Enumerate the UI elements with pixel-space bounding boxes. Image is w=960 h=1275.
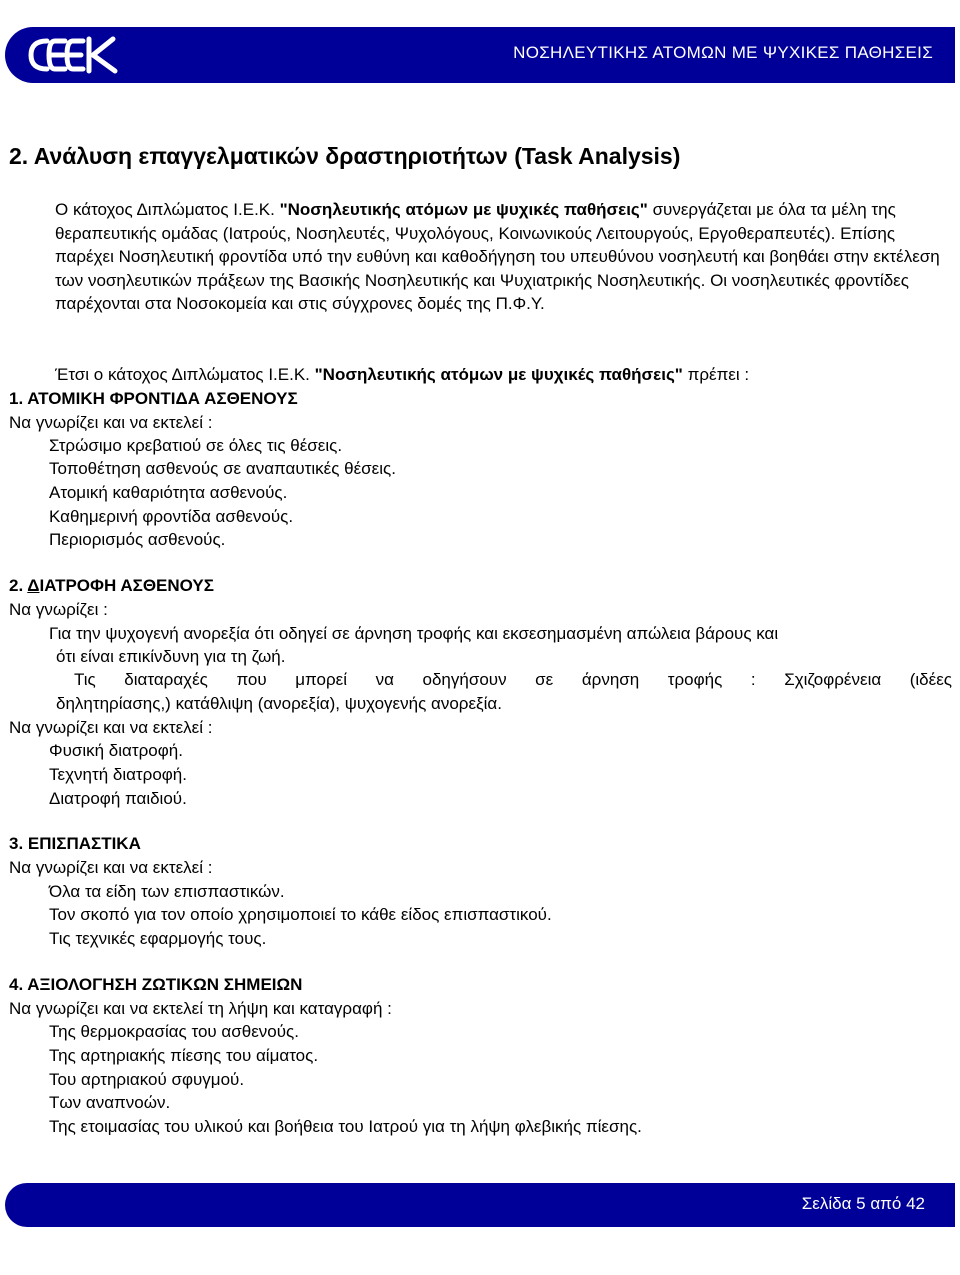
page-number: Σελίδα 5 από 42	[801, 1194, 925, 1213]
list-item: Όλα τα είδη των επισπαστικών.	[49, 882, 285, 901]
s2-text1-line2: ότι είναι επικίνδυνη για τη ζωή.	[56, 647, 286, 666]
list-item: Φυσική διατροφή.	[49, 741, 183, 760]
list-item: Τοποθέτηση ασθενούς σε αναπαυτικές θέσεις.	[49, 459, 396, 478]
ceek-logo	[25, 33, 125, 77]
s3-title: 3. ΕΠΙΣΠΑΣΤΙΚΑ	[9, 834, 141, 853]
document-header-title: ΝΟΣΗΛΕΥΤΙΚΗΣ ΑΤΟΜΩΝ ΜΕ ΨΥΧΙΚΕΣ ΠΑΘΗΣΕΙΣ	[513, 43, 933, 62]
list-item: Της θερμοκρασίας του ασθενούς.	[49, 1022, 299, 1041]
intro-paragraph: Ο κάτοχος Διπλώματος Ι.Ε.Κ. "Νοσηλευτικής ατόμων με ψυχικές παθήσεις" συνεργάζεται με όλα τα μέλη της θεραπευτικής ομάδας (Ιατρούς, Νοσηλευτές, Ψυχολόγους, Κοινωνικούς Λειτουργούς, Εργοθεραπευτές). Επίσης παρέχει Νοσηλευτική φροντίδα υπό την ευθύνη και καθοδήγηση του υπευθύνου νοσηλευτή και βοηθάει στην εκτέλεση των νοσηλευτικών πράξεων της Βασικής Νοσηλευτικής και Ψυχιατρικής Νοσηλευτικής. Οι νοσηλευτικές φροντίδες παρέχονται στα Νοσοκομεία και στις σύγχρονες δομές της Π.Φ.Υ.	[55, 200, 940, 313]
s2-lead2: Να γνωρίζει και να εκτελεί :	[9, 718, 213, 737]
s2-lead: Να γνωρίζει :	[9, 600, 108, 619]
list-item: Τον σκοπό για τον οποίο χρησιμοποιεί το κάθε είδος επισπαστικού.	[49, 905, 552, 924]
s1-title: 1. ΑΤΟΜΙΚΗ ΦΡΟΝΤΙΔΑ ΑΣΘΕΝΟΥΣ	[9, 389, 298, 408]
list-item: Του αρτηριακού σφυγμού.	[49, 1070, 245, 1089]
s2-text2-line2: δηλητηρίασης,) κατάθλιψη (ανορεξία), ψυχογενής ανορεξία.	[56, 694, 502, 713]
list-item: Καθημερινή φροντίδα ασθενούς.	[49, 507, 294, 526]
list-item: Τις τεχνικές εφαρμογής τους.	[49, 929, 267, 948]
list-item: Τεχνητή διατροφή.	[49, 765, 187, 784]
s1-lead: Να γνωρίζει και να εκτελεί :	[9, 413, 213, 432]
s2-title: 2. ΔΙΑΤΡΟΦΗ ΑΣΘΕΝΟΥΣ	[9, 576, 214, 595]
list-item: Στρώσιμο κρεβατιού σε όλες τις θέσεις.	[49, 436, 343, 455]
list-item: Διατροφή παιδιού.	[49, 789, 187, 808]
s4-lead: Να γνωρίζει και να εκτελεί τη λήψη και καταγραφή :	[9, 999, 392, 1018]
list-item: Ατομική καθαριότητα ασθενούς.	[49, 483, 288, 502]
s2-text2-line1: Τις διαταραχές που μπορεί να οδηγήσουν σε άρνηση τροφής : Σχιζοφρένεια (ιδέες	[74, 670, 952, 689]
s3-lead: Να γνωρίζει και να εκτελεί :	[9, 858, 213, 877]
s4-title: 4. ΑΞΙΟΛΟΓΗΣΗ ΖΩΤΙΚΩΝ ΣΗΜΕΙΩΝ	[9, 975, 303, 994]
header-bar	[5, 27, 955, 83]
requirement-line: Έτσι ο κάτοχος Διπλώματος Ι.Ε.Κ. "Νοσηλευτικής ατόμων με ψυχικές παθήσεις" πρέπει :	[55, 365, 750, 384]
section-title: 2. Ανάλυση επαγγελματικών δραστηριοτήτων (Task Analysis)	[9, 143, 681, 169]
list-item: Περιορισμός ασθενούς.	[49, 530, 226, 549]
footer-bar	[5, 1183, 955, 1227]
list-item: Των αναπνοών.	[49, 1093, 171, 1112]
s2-text1-line1: Για την ψυχογενή ανορεξία ότι οδηγεί σε άρνηση τροφής και εκσεσημασμένη απώλεια βάρους και	[49, 624, 779, 643]
list-item: Της ετοιμασίας του υλικού και βοήθεια του Ιατρού για τη λήψη φλεβικής πίεσης.	[49, 1117, 642, 1136]
list-item: Της αρτηριακής πίεσης του αίματος.	[49, 1046, 319, 1065]
